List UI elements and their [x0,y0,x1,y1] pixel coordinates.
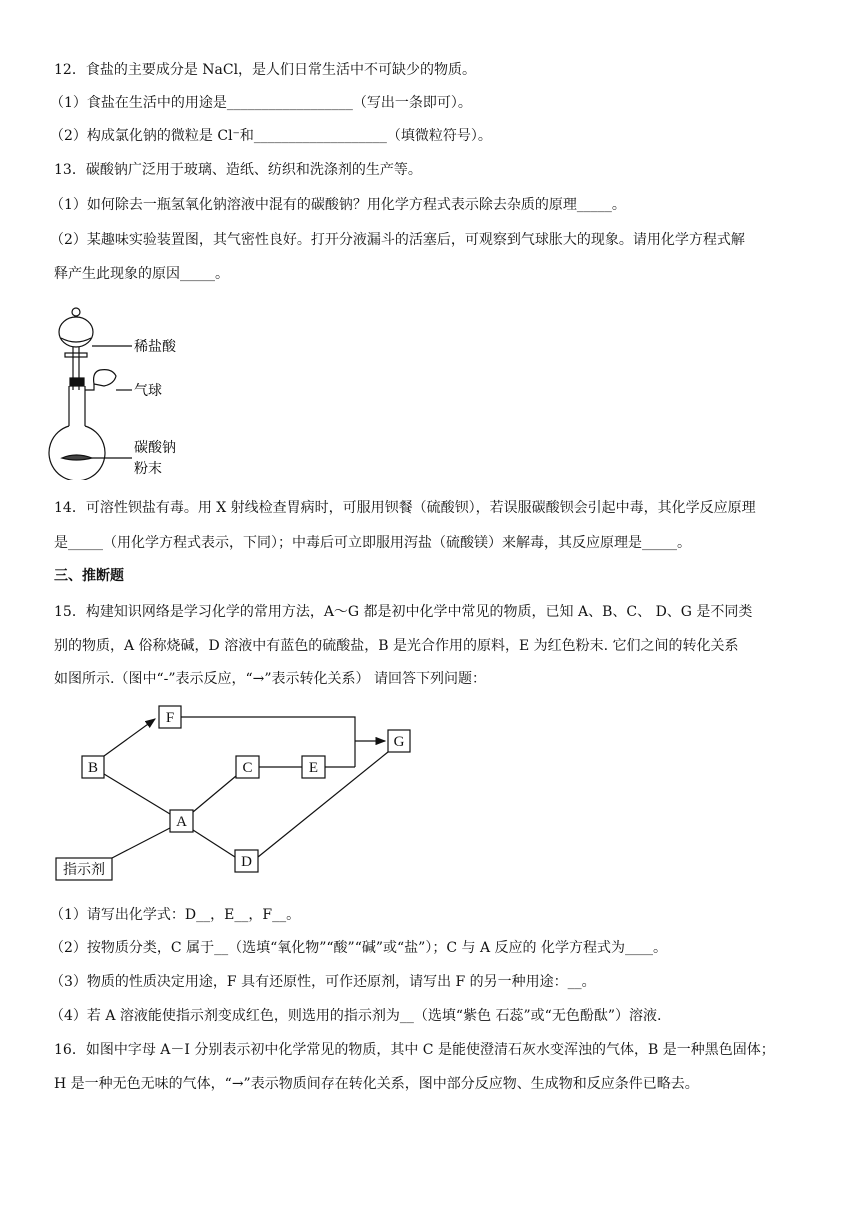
q13-part2-line2: 释产生此现象的原因_____。 [54,266,229,282]
section-title: 三、推断题 [54,568,124,584]
node-f-label: F [165,710,175,726]
q15-part4: （4）若 A 溶液能使指示剂变成红色，则选用的指示剂为__（选填“紫色 石蕊”或“无色酚酞”）溶液. [50,1008,662,1024]
q16-line1: 16．如图中字母 A－I 分别表示初中化学常见的物质，其中 C 是能使澄清石灰水变浑浊的气体，B 是一种黑色固体； [54,1042,775,1058]
edge-b-to-f [104,719,155,756]
edge-indicator-a [112,828,170,858]
edge-f-to-g [181,717,355,741]
q15-part1: （1）请写出化学式：D__，E__，F__。 [50,907,301,923]
node-c-label: C [242,760,253,776]
q13-part2-line1: （2）某趣味实验装置图，其气密性良好。打开分液漏斗的活塞后，可观察到气球胀大的现象。请用化学方程式解 [50,232,745,248]
q12-part2: （2）构成氯化钠的微粒是 Cl⁻和___________________（填微粒符号）。 [50,128,492,144]
q14-line1: 14．可溶性钡盐有毒。用 X 射线检查胃病时，可服用钡餐（硫酸钡），若误服碳酸钡会引起中毒，其化学反应原理 [54,500,756,516]
q15-line3: 如图所示.（图中“-”表示反应，“→”表示转化关系） 请回答下列问题： [54,671,486,687]
q16-line2: H 是一种无色无味的气体，“→”表示物质间存在转化关系，图中部分反应物、生成物和反应条件已略去。 [54,1076,699,1092]
label-balloon: 气球 [134,383,162,399]
edge-a-c [193,776,236,812]
node-g-label: G [393,734,405,750]
label-powder: 粉末 [134,461,162,477]
label-dilute-hcl: 稀盐酸 [134,339,176,355]
node-e-label: E [308,760,319,776]
node-d-label: D [241,854,252,870]
q15-part3: （3）物质的性质决定用途，F 具有还原性，可作还原剂，请写出 F 的另一种用途：__。 [50,974,596,990]
q14-line2: 是_____（用化学方程式表示，下同）；中毒后可立即服用泻盐（硫酸镁）来解毒，其反应原理是_____。 [54,535,691,551]
q15-line1: 15．构建知识网络是学习化学的常用方法，A～G 都是初中化学中常见的物质，已知 A、B、C、 D、G 是不同类 [54,604,753,620]
node-indicator-label: 指示剂 [63,862,105,878]
edge-b-a [104,774,170,814]
q12-part1: （1）食盐在生活中的用途是__________________（写出一条即可）。 [50,95,472,111]
node-b-label: B [87,760,99,776]
edge-d-g [258,752,388,857]
node-a-label: A [176,814,187,830]
q15-line2: 别的物质，A 俗称烧碱，D 溶液中有蓝色的硫酸盐，B 是光合作用的原料，E 为红色粉末. 它们之间的转化关系 [54,638,739,654]
q13-part1: （1）如何除去一瓶氢氧化钠溶液中混有的碳酸钠？用化学方程式表示除去杂质的原理_____。 [50,197,626,213]
q15-part2: （2）按物质分类，C 属于__（选填“氧化物”“酸”“碱”或“盐”）；C 与 A 反应的 化学方程式为____。 [50,940,667,956]
q13-stem: 13．碳酸钠广泛用于玻璃、造纸、纺织和洗涤剂的生产等。 [54,162,422,178]
edge-a-d [193,830,235,857]
q12-stem: 12．食盐的主要成分是 NaCl，是人们日常生活中不可缺少的物质。 [54,62,477,78]
label-sodium-carbonate: 碳酸钠 [134,440,176,456]
